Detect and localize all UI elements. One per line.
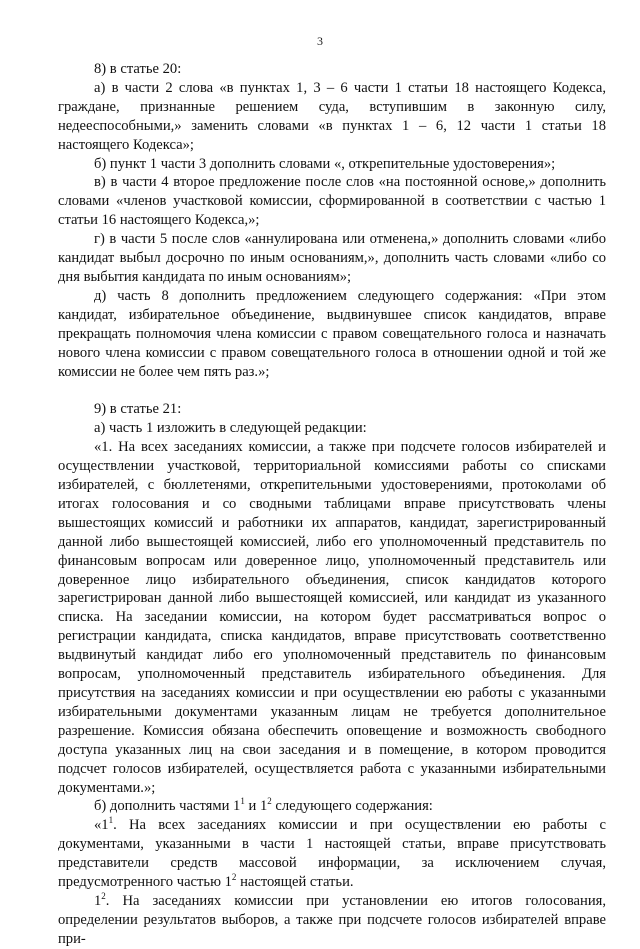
paragraph-8b: б) пункт 1 части 3 дополнить словами «, открепительные удостоверения»; (94, 155, 556, 172)
paragraph-9a: а) часть 1 изложить в следующей редакции: (94, 420, 367, 437)
paragraph-8d: д) часть 8 дополнить предложением следующего содержания: «При этом кандидат, избирательное объединение, выдвинувшее список кандидатов, вправе прекращать полномочия члена комиссии с правом совещательного голоса и назначать нового члена комиссии с правом совещательного голоса в отношении одной и той же комиссии не более чем пять раз.»; (58, 287, 606, 380)
paragraph-9a-text: «1. На всех заседаниях комиссии, а также при подсчете голосов избирателей и осуществлении участковой, территориальной комиссиями работы со списками избирателей, с бюллетенями, открепительными удостоверениями, протоколами об итогах голосования и со сводными таблицами вправе присутствовать члены вышестоящих комиссий и работники их аппаратов, кандидат, зарегистрированный данной либо вышестоящей комиссией, либо его уполномоченный представитель по финансовым вопросам или доверенное лицо, уполномоченный представитель или доверенное лицо избирательного объединения, список кандидатов которого зарегистрирован данной либо вышестоящей комиссией, или кандидат из указанного списка. На заседании комиссии, на котором будет рассматриваться вопрос о регистрации кандидата, списка кандидатов, вправе присутствовать соответственно выдвинутый кандидат либо его уполномоченный представитель по финансовым вопросам, уполномоченный представитель избирательного объединения. Для присутствия на заседаниях комиссии и при осуществлении ею работы с указанными избирательными документами указанным лицам не требуется дополнительное разрешение. Комиссия обязана обеспечить оповещение и возможность свободного доступа указанных лиц на свои заседания и в помещение, в котором проводится подсчет голосов избирателей, осуществляется работа с указанными избирательными документами.»; (58, 439, 606, 796)
section-8-heading: 8) в статье 20: (94, 61, 182, 77)
paragraph-1-2: $1^2$. На заседаниях комиссии при установлении ею итогов голосования, определении результатов выборов, а также при подсчете голосов избирателей вправе при- (58, 891, 607, 947)
section-9-heading: 9) в статье 21: (94, 401, 182, 418)
page-number: 3 (317, 34, 323, 48)
paragraph-8g: г) в части 5 после слов «аннулирована или отменена,» дополнить словами «либо кандидат выбыл досрочно по иным основаниям,», дополнить часть словами «либо со дня выбытия кандидата по иным основаниям»; (58, 231, 606, 285)
paragraph-9b: б) дополнить частями $1^1$ и $1^2$ следующего содержания: (94, 796, 433, 815)
paragraph-8v: в) в части 4 второе предложение после слов «на постоянной основе,» дополнить словами «членов участковой комиссии, сформированной в соответствии с частью 1 статьи 16 настоящего Кодекса,»; (58, 174, 606, 229)
paragraph-1-1: «$1^1$. На всех заседаниях комиссии и при осуществлении ею работы с документами, указанными в части 1 настоящей статьи, вправе присутствовать представители средств массовой информации, за исключением случая, предусмотренного частью $1^2$ настоящей статьи. (58, 815, 606, 891)
document-body (58, 60, 606, 949)
paragraph-8a: а) в части 2 слова «в пунктах 1, 3 – 6 части 1 статьи 18 настоящего Кодекса, граждане, признанные решением суда, вступившим в законную силу, недееспособными,» заменить словами «в пунктах 1 – 6, 12 части 1 статьи 18 настоящего Кодекса»; (58, 79, 606, 153)
